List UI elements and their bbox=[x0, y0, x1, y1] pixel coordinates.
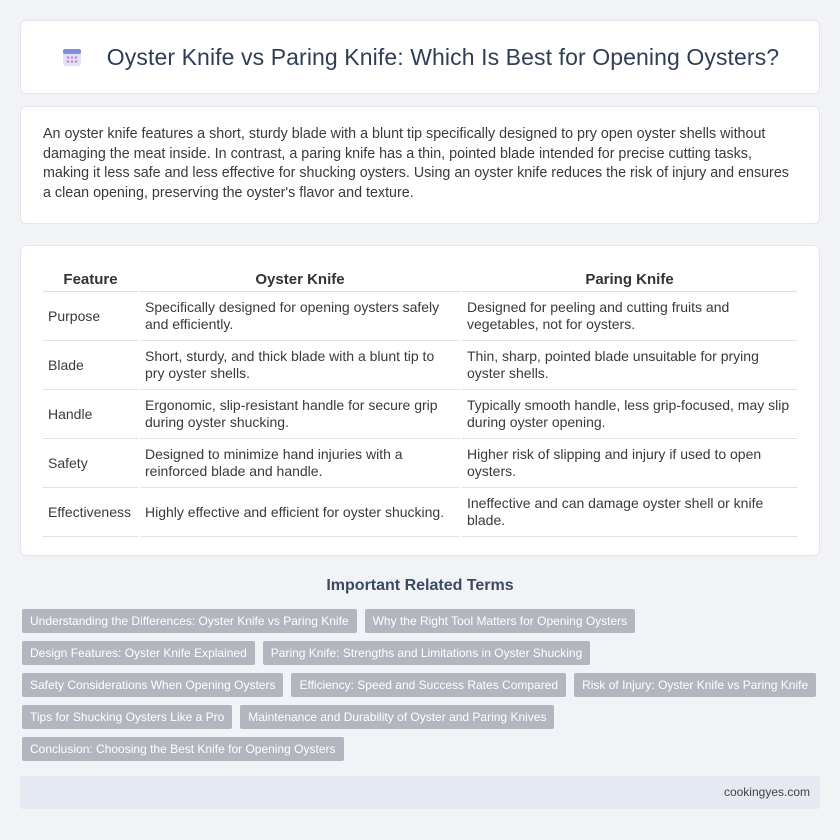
paring-knife-cell: Thin, sharp, pointed blade unsuitable for prying oyster shells. bbox=[462, 341, 797, 390]
table-row bbox=[43, 488, 797, 537]
related-term-tag[interactable]: Paring Knife: Strengths and Limitations in Oyster Shucking bbox=[263, 641, 591, 665]
related-term-tag[interactable]: Conclusion: Choosing the Best Knife for Opening Oysters bbox=[22, 737, 344, 761]
paring-knife-cell: Designed for peeling and cutting fruits and vegetables, not for oysters. bbox=[462, 292, 797, 341]
paring-knife-cell: Ineffective and can damage oyster shell or knife blade. bbox=[462, 488, 797, 537]
paring-knife-cell: Typically smooth handle, less grip-focused, may slip during oyster opening. bbox=[462, 390, 797, 439]
tag-row bbox=[22, 673, 822, 697]
table-row bbox=[43, 292, 797, 341]
related-term-tag[interactable]: Maintenance and Durability of Oyster and Paring Knives bbox=[240, 705, 554, 729]
calendar-icon bbox=[61, 46, 83, 68]
comparison-card bbox=[20, 245, 820, 556]
intro-card bbox=[20, 106, 820, 224]
table-row bbox=[43, 390, 797, 439]
column-header-paring-knife: Paring Knife bbox=[462, 266, 797, 292]
related-term-tag[interactable]: Why the Right Tool Matters for Opening Oysters bbox=[365, 609, 636, 633]
tag-row bbox=[22, 609, 822, 633]
related-term-tag[interactable]: Design Features: Oyster Knife Explained bbox=[22, 641, 255, 665]
tag-row bbox=[22, 737, 822, 761]
comparison-table bbox=[41, 266, 799, 537]
feature-cell: Purpose bbox=[43, 292, 138, 341]
oyster-knife-cell: Highly effective and efficient for oyster shucking. bbox=[140, 488, 460, 537]
related-terms-list bbox=[22, 609, 822, 769]
related-term-tag[interactable]: Efficiency: Speed and Success Rates Compared bbox=[291, 673, 566, 697]
oyster-knife-cell: Specifically designed for opening oysters safely and efficiently. bbox=[140, 292, 460, 341]
intro-paragraph: An oyster knife features a short, sturdy blade with a blunt tip specifically designed to pry open oyster shells without damaging the meat inside. In contrast, a paring knife has a thin, pointed blade intended for precise cutting tasks, making it less safe and less effective for shucking oysters. Using an oyster knife reduces the risk of injury and ensures a clean opening, preserving the oyster's flavor and texture. bbox=[43, 126, 789, 201]
related-term-tag[interactable]: Safety Considerations When Opening Oysters bbox=[22, 673, 283, 697]
feature-cell: Blade bbox=[43, 341, 138, 390]
table-header-row bbox=[43, 266, 797, 292]
tag-row bbox=[22, 641, 822, 665]
oyster-knife-cell: Short, sturdy, and thick blade with a blunt tip to pry oyster shells. bbox=[140, 341, 460, 390]
table-row bbox=[43, 341, 797, 390]
column-header-feature: Feature bbox=[43, 266, 138, 292]
related-term-tag[interactable]: Understanding the Differences: Oyster Knife vs Paring Knife bbox=[22, 609, 357, 633]
tag-row bbox=[22, 705, 822, 729]
title-card bbox=[20, 20, 820, 94]
related-term-tag[interactable]: Tips for Shucking Oysters Like a Pro bbox=[22, 705, 232, 729]
footer bbox=[20, 776, 820, 809]
feature-cell: Safety bbox=[43, 439, 138, 488]
related-terms-heading: Important Related Terms bbox=[326, 577, 514, 594]
related-term-tag[interactable]: Risk of Injury: Oyster Knife vs Paring Knife bbox=[574, 673, 816, 697]
feature-cell: Handle bbox=[43, 390, 138, 439]
oyster-knife-cell: Designed to minimize hand injuries with a reinforced blade and handle. bbox=[140, 439, 460, 488]
feature-cell: Effectiveness bbox=[43, 488, 138, 537]
column-header-oyster-knife: Oyster Knife bbox=[140, 266, 460, 292]
footer-site-name: cookingyes.com bbox=[723, 785, 810, 799]
table-row bbox=[43, 439, 797, 488]
page-title: Oyster Knife vs Paring Knife: Which Is Best for Opening Oysters? bbox=[106, 43, 780, 70]
paring-knife-cell: Higher risk of slipping and injury if used to open oysters. bbox=[462, 439, 797, 488]
oyster-knife-cell: Ergonomic, slip-resistant handle for secure grip during oyster shucking. bbox=[140, 390, 460, 439]
